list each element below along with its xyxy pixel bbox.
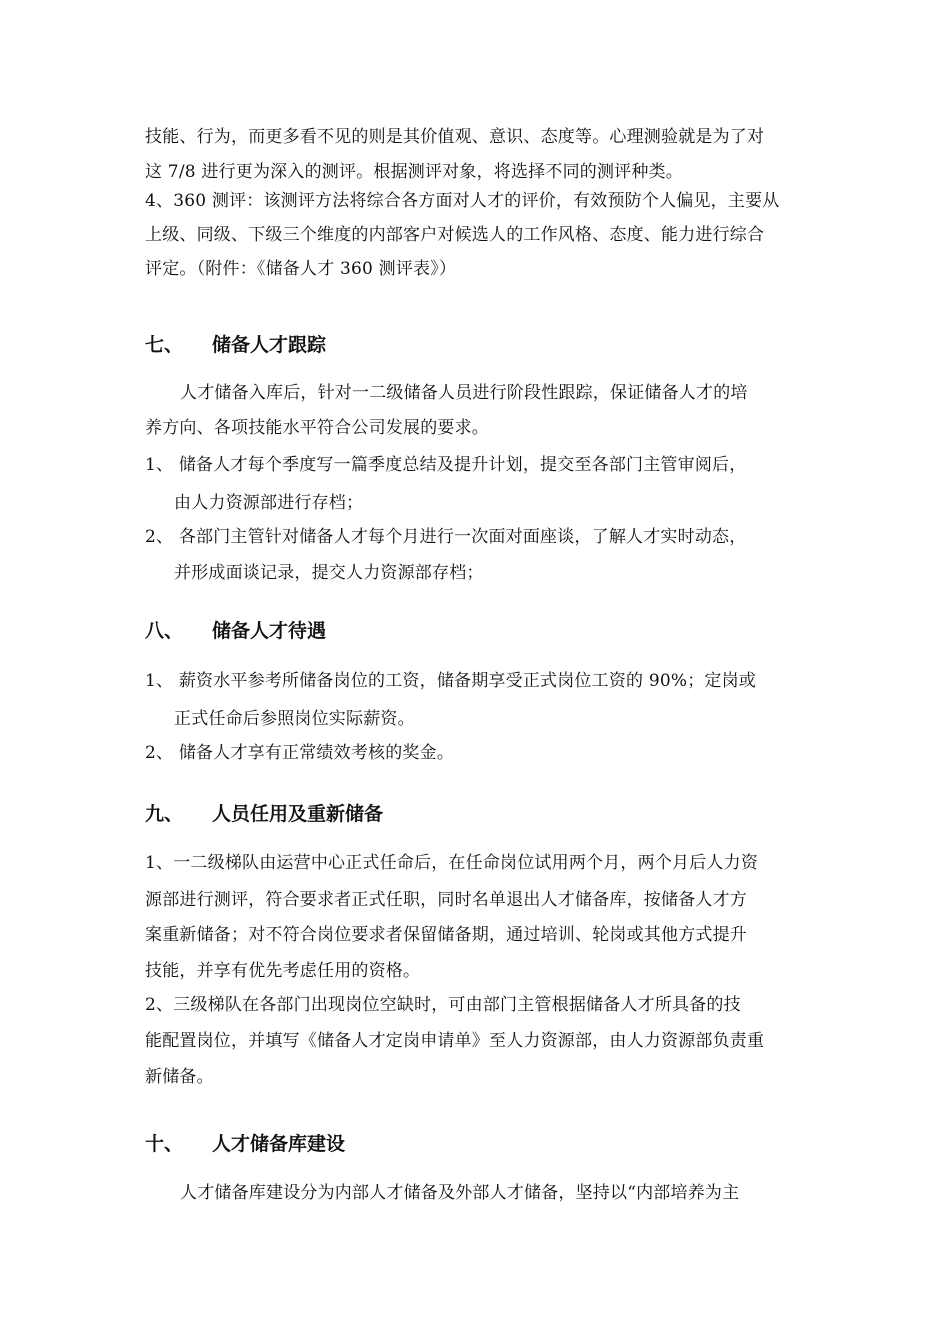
paragraph-line: 上级、同级、下级三个维度的内部客户对候选人的工作风格、态度、能力进行综合 <box>145 225 765 245</box>
section-number: 十、 <box>145 1133 184 1155</box>
section-title: 储备人才跟踪 <box>212 334 327 356</box>
paragraph-line: 1、一二级梯队由运营中心正式任命后，在任命岗位试用两个月，两个月后人力资 <box>145 853 759 873</box>
list-item: 1、 薪资水平参考所储备岗位的工资，储备期享受正式岗位工资的 90%；定岗或 <box>145 671 757 691</box>
paragraph-line: 2、三级梯队在各部门出现岗位空缺时，可由部门主管根据储备人才所具备的技 <box>145 995 741 1015</box>
section-title: 人员任用及重新储备 <box>212 803 384 825</box>
section-number: 七、 <box>145 334 184 356</box>
list-item-continuation: 由人力资源部进行存档； <box>174 493 364 513</box>
paragraph-line: 源部进行测评，符合要求者正式任职，同时名单退出人才储备库，按储备人才方 <box>145 890 747 910</box>
list-item-continuation: 并形成面谈记录，提交人力资源部存档； <box>174 563 484 583</box>
paragraph-line: 案重新储备；对不符合岗位要求者保留储备期，通过培训、轮岗或其他方式提升 <box>145 925 747 945</box>
paragraph-line: 人才储备入库后，针对一二级储备人员进行阶段性跟踪，保证储备人才的培 <box>180 383 748 403</box>
paragraph-line: 这 7/8 进行更为深入的测评。根据测评对象，将选择不同的测评种类。 <box>145 162 683 182</box>
section-heading-7 <box>145 327 326 363</box>
list-item-continuation: 正式任命后参照岗位实际薪资。 <box>174 709 415 729</box>
paragraph-line: 评定。（附件：《储备人才 360 测评表》） <box>145 259 457 279</box>
section-heading-8 <box>145 613 326 649</box>
paragraph-line: 技能、行为，而更多看不见的则是其价值观、意识、态度等。心理测验就是为了对 <box>145 127 765 147</box>
section-title: 人才储备库建设 <box>212 1133 346 1155</box>
section-number: 八、 <box>145 620 184 642</box>
list-item: 2、 各部门主管针对储备人才每个月进行一次面对面座谈，了解人才实时动态， <box>145 527 747 547</box>
paragraph-line: 新储备。 <box>145 1067 214 1087</box>
section-heading-9 <box>145 796 383 832</box>
paragraph-line: 养方向、各项技能水平符合公司发展的要求。 <box>145 418 489 438</box>
section-heading-10 <box>145 1126 345 1162</box>
list-item: 1、 储备人才每个季度写一篇季度总结及提升计划，提交至各部门主管审阅后， <box>145 455 747 475</box>
section-number: 九、 <box>145 803 184 825</box>
paragraph-line: 技能，并享有优先考虑任用的资格。 <box>145 961 421 981</box>
paragraph-line: 4、360 测评：该测评方法将综合各方面对人才的评价，有效预防个人偏见，主要从 <box>145 191 780 211</box>
section-title: 储备人才待遇 <box>212 620 327 642</box>
paragraph-line: 人才储备库建设分为内部人才储备及外部人才储备，坚持以“内部培养为主 <box>180 1183 740 1203</box>
paragraph-line: 能配置岗位，并填写《储备人才定岗申请单》至人力资源部，由人力资源部负责重 <box>145 1031 765 1051</box>
list-item: 2、 储备人才享有正常绩效考核的奖金。 <box>145 743 455 763</box>
